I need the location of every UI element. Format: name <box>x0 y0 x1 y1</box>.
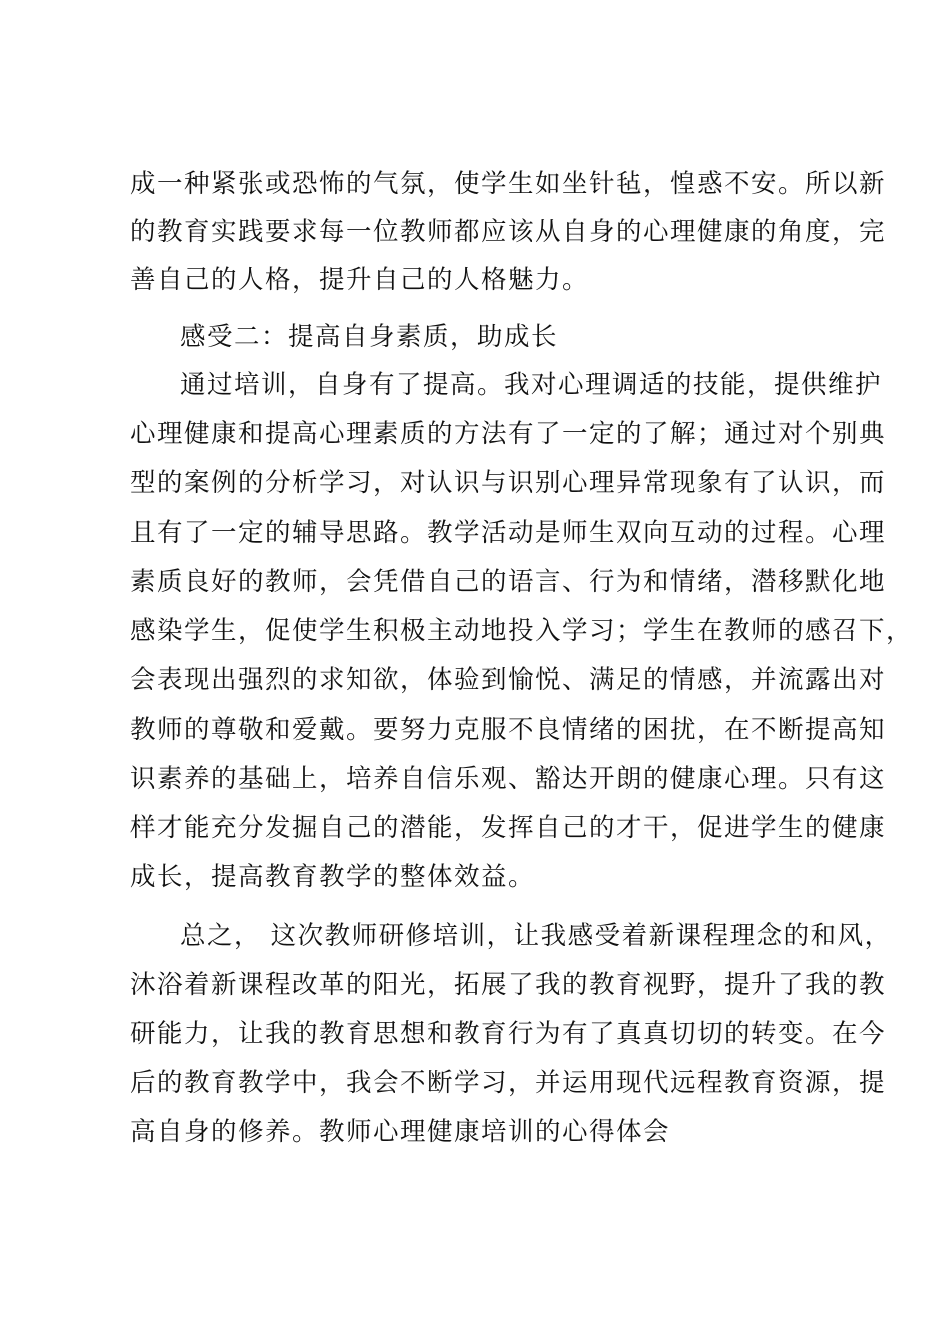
text-line: 会表现出强烈的求知欲，体验到愉悦、满足的情感，并流露出对 <box>130 665 887 695</box>
text-line: 识素养的基础上，培养自信乐观、豁达开朗的健康心理。只有这 <box>130 764 887 794</box>
text-line: 感染学生，促使学生积极主动地投入学习；学生在教师的感召下， <box>130 616 914 646</box>
text-line: 后的教育教学中，我会不断学习，并运用现代远程教育资源，提 <box>130 1068 887 1098</box>
text-line: 总之， 这次教师研修培训，让我感受着新课程理念的和风， <box>180 921 892 951</box>
text-line: 研能力，让我的教育思想和教育行为有了真真切切的转变。在今 <box>130 1019 887 1049</box>
text-line: 型的案例的分析学习，对认识与识别心理异常现象有了认识，而 <box>130 468 887 498</box>
text-line: 样才能充分发掘自己的潜能，发挥自己的才干，促进学生的健康 <box>130 813 887 843</box>
text-line: 沐浴着新课程改革的阳光，拓展了我的教育视野，提升了我的教 <box>130 970 887 1000</box>
text-line: 的教育实践要求每一位教师都应该从自身的心理健康的角度，完 <box>130 217 887 247</box>
text-line: 成长，提高教育教学的整体效益。 <box>130 862 536 892</box>
text-line: 善自己的人格，提升自己的人格魅力。 <box>130 265 590 295</box>
text-line: 心理健康和提高心理素质的方法有了一定的了解；通过对个别典 <box>130 419 887 449</box>
text-line: 通过培训，自身有了提高。我对心理调适的技能，提供维护 <box>180 370 883 400</box>
text-line: 高自身的修养。教师心理健康培训的心得体会 <box>130 1117 671 1147</box>
text-line: 成一种紧张或恐怖的气氛，使学生如坐针毡，惶惑不安。所以新 <box>130 169 887 199</box>
text-line: 素质良好的教师，会凭借自己的语言、行为和情绪，潜移默化地 <box>130 567 887 597</box>
text-line: 且有了一定的辅导思路。教学活动是师生双向互动的过程。心理 <box>130 518 887 548</box>
text-line: 教师的尊敬和爱戴。要努力克服不良情绪的困扰，在不断提高知 <box>130 715 887 745</box>
section-heading: 感受二：提高自身素质，助成长 <box>180 322 559 352</box>
